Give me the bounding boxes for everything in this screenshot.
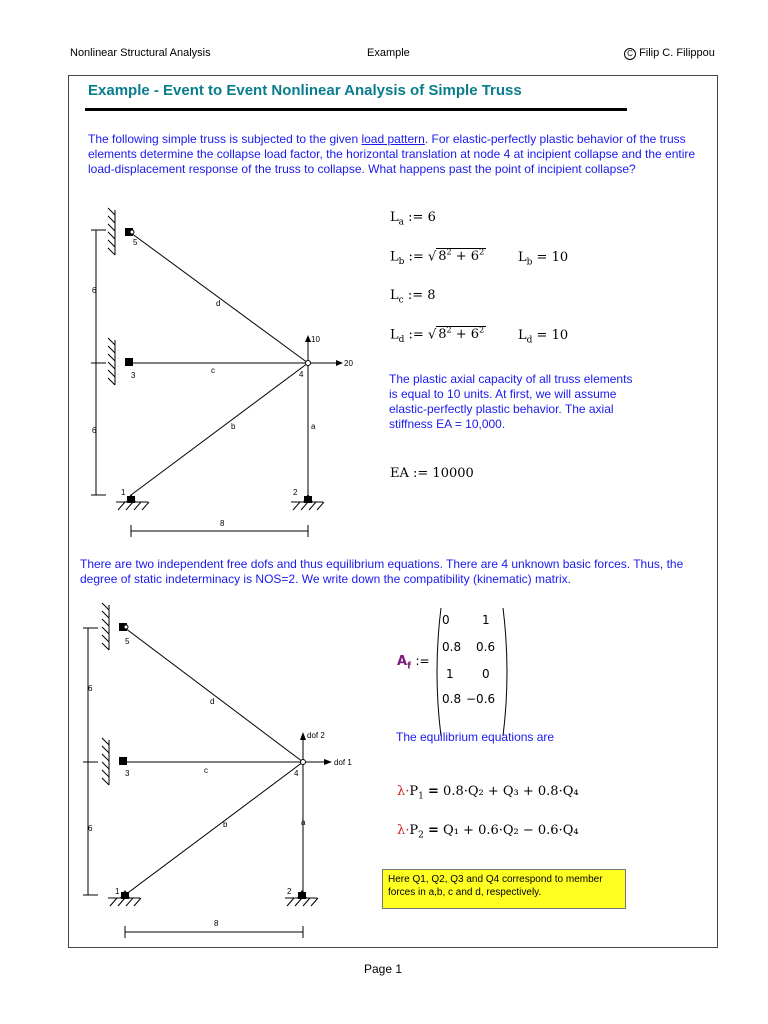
intro-text-2: . For elastic-perfectly plastic behavior of the truss elements determine the collapse load factor, the horizontal translation at node 4 at incipient collapse and the entire load-displacement response of the truss to collapse. What happens past the point of incipient collapse? xyxy=(88,132,696,176)
t2-node-5: 5 xyxy=(125,637,130,646)
lb-result: $L_b = 10$ xyxy=(518,250,569,268)
copyright-icon: C xyxy=(624,48,636,60)
matrix-r1c1: 0 xyxy=(442,613,450,627)
matrix-r3c1: 1 xyxy=(446,667,454,681)
ld-expr-2: 6 xyxy=(470,327,480,343)
ea-definition: EA := 10000 xyxy=(390,466,474,481)
intro-paragraph xyxy=(88,132,708,177)
matrix-r1c2: 1 xyxy=(482,613,490,627)
lb-expr-2: 6 xyxy=(470,249,480,265)
page-title: Example - Event to Event Nonlinear Analysis of Simple Truss xyxy=(88,82,522,99)
dofs-paragraph: There are two independent free dofs and thus equilibrium equations. There are 4 unknown basic forces. Thus, the degree of static indeterminacy is NOS=2. We write down the compatibility (kinematic) matrix. xyxy=(80,557,684,586)
t1-load-vertical: 10 xyxy=(311,335,320,344)
la-value: 6 xyxy=(427,210,436,225)
t2-dof-horizontal: dof 1 xyxy=(334,758,352,767)
lb-definition: $L_b$ := √ $8^2 + 6^2$ xyxy=(390,248,485,267)
t1-node-5: 5 xyxy=(133,238,138,247)
ld-result: $L_d = 10$ xyxy=(518,328,569,346)
equilibrium-eq-1: $\lambda\cdot P_1 = 0.8\cdot Q_2 + Q_3 + 0.8\cdot Q_4$ xyxy=(397,784,579,802)
lc-definition: $L_c$ := 8 xyxy=(390,288,436,306)
t2-dim-bottom: 6 xyxy=(88,824,93,833)
matrix-r3c2: 0 xyxy=(482,667,490,681)
header-right-text: Filip C. Filippou xyxy=(639,47,715,59)
t1-dim-bottom: 6 xyxy=(92,426,97,435)
ld-value: 10 xyxy=(551,328,569,343)
equilibrium-intro: The equilibrium equations are xyxy=(396,730,555,744)
t1-member-c: c xyxy=(211,366,215,375)
load-pattern-link[interactable]: load pattern xyxy=(361,132,425,146)
header-right xyxy=(624,47,715,60)
header-left: Nonlinear Structural Analysis xyxy=(70,47,211,59)
t1-member-d: d xyxy=(216,299,221,308)
page-number: Page 1 xyxy=(364,962,403,976)
ea-value: 10000 xyxy=(432,466,474,481)
t2-member-d: d xyxy=(210,697,215,706)
t2-node-4: 4 xyxy=(294,769,299,778)
t1-load-horizontal: 20 xyxy=(344,359,353,368)
ld-expr-1: 8 xyxy=(438,327,447,343)
t2-member-b: b xyxy=(223,820,228,829)
t1-node-3: 3 xyxy=(131,371,136,380)
matrix-label: $A_f$ := xyxy=(397,654,430,672)
t1-node-1: 1 xyxy=(121,488,126,497)
title-rule xyxy=(85,108,627,111)
matrix-r4c1: 0.8 xyxy=(442,692,462,706)
lb-expr-1: 8 xyxy=(438,249,447,265)
truss-figure-1 xyxy=(86,205,366,540)
t1-dim-top: 6 xyxy=(92,286,97,295)
equilibrium-eq-2: $\lambda\cdot P_2 = Q_1 + 0.6\cdot Q_2 - 0.6\cdot Q_4$ xyxy=(397,823,579,841)
header-center: Example xyxy=(367,47,410,59)
t2-dim-horizontal: 8 xyxy=(214,919,219,928)
t2-node-3: 3 xyxy=(125,769,130,778)
lb-value: 10 xyxy=(551,250,569,265)
t1-member-b: b xyxy=(231,422,236,431)
eq1-rhs: 0.8·Q₂ + Q₃ + 0.8·Q₄ xyxy=(443,784,579,799)
matrix-r2c2: 0.6 xyxy=(476,640,496,654)
t1-node-4: 4 xyxy=(299,370,304,379)
eq2-rhs: Q₁ + 0.6·Q₂ − 0.6·Q₄ xyxy=(443,823,579,838)
t2-node-2: 2 xyxy=(287,887,292,896)
lc-value: 8 xyxy=(427,288,436,303)
member-forces-note: Here Q1, Q2, Q3 and Q4 correspond to member forces in a,b, c and d, respectively. xyxy=(382,869,626,909)
intro-text-1: The following simple truss is subjected to the given xyxy=(88,132,362,146)
t2-node-1: 1 xyxy=(115,887,120,896)
t2-member-c: c xyxy=(204,766,208,775)
ld-definition: $L_d$ := √ $8^2 + 6^2$ xyxy=(390,326,485,345)
t1-member-a: a xyxy=(311,422,316,431)
matrix-r2c1: 0.8 xyxy=(442,640,462,654)
capacity-paragraph: The plastic axial capacity of all truss elements is equal to 10 units. At first, we will assume elastic-perfectly plastic behavior. The axial stiffness EA = 10,000. xyxy=(389,372,633,431)
t2-member-a: a xyxy=(301,818,306,827)
t2-dim-top: 6 xyxy=(88,684,93,693)
truss-figure-2 xyxy=(78,600,378,940)
la-definition: $L_a$ := 6 xyxy=(390,210,436,228)
t1-dim-horizontal: 8 xyxy=(220,519,225,528)
t2-dof-vertical: dof 2 xyxy=(307,731,325,740)
matrix-r4c2: −0.6 xyxy=(466,692,496,706)
t1-node-2: 2 xyxy=(293,488,298,497)
